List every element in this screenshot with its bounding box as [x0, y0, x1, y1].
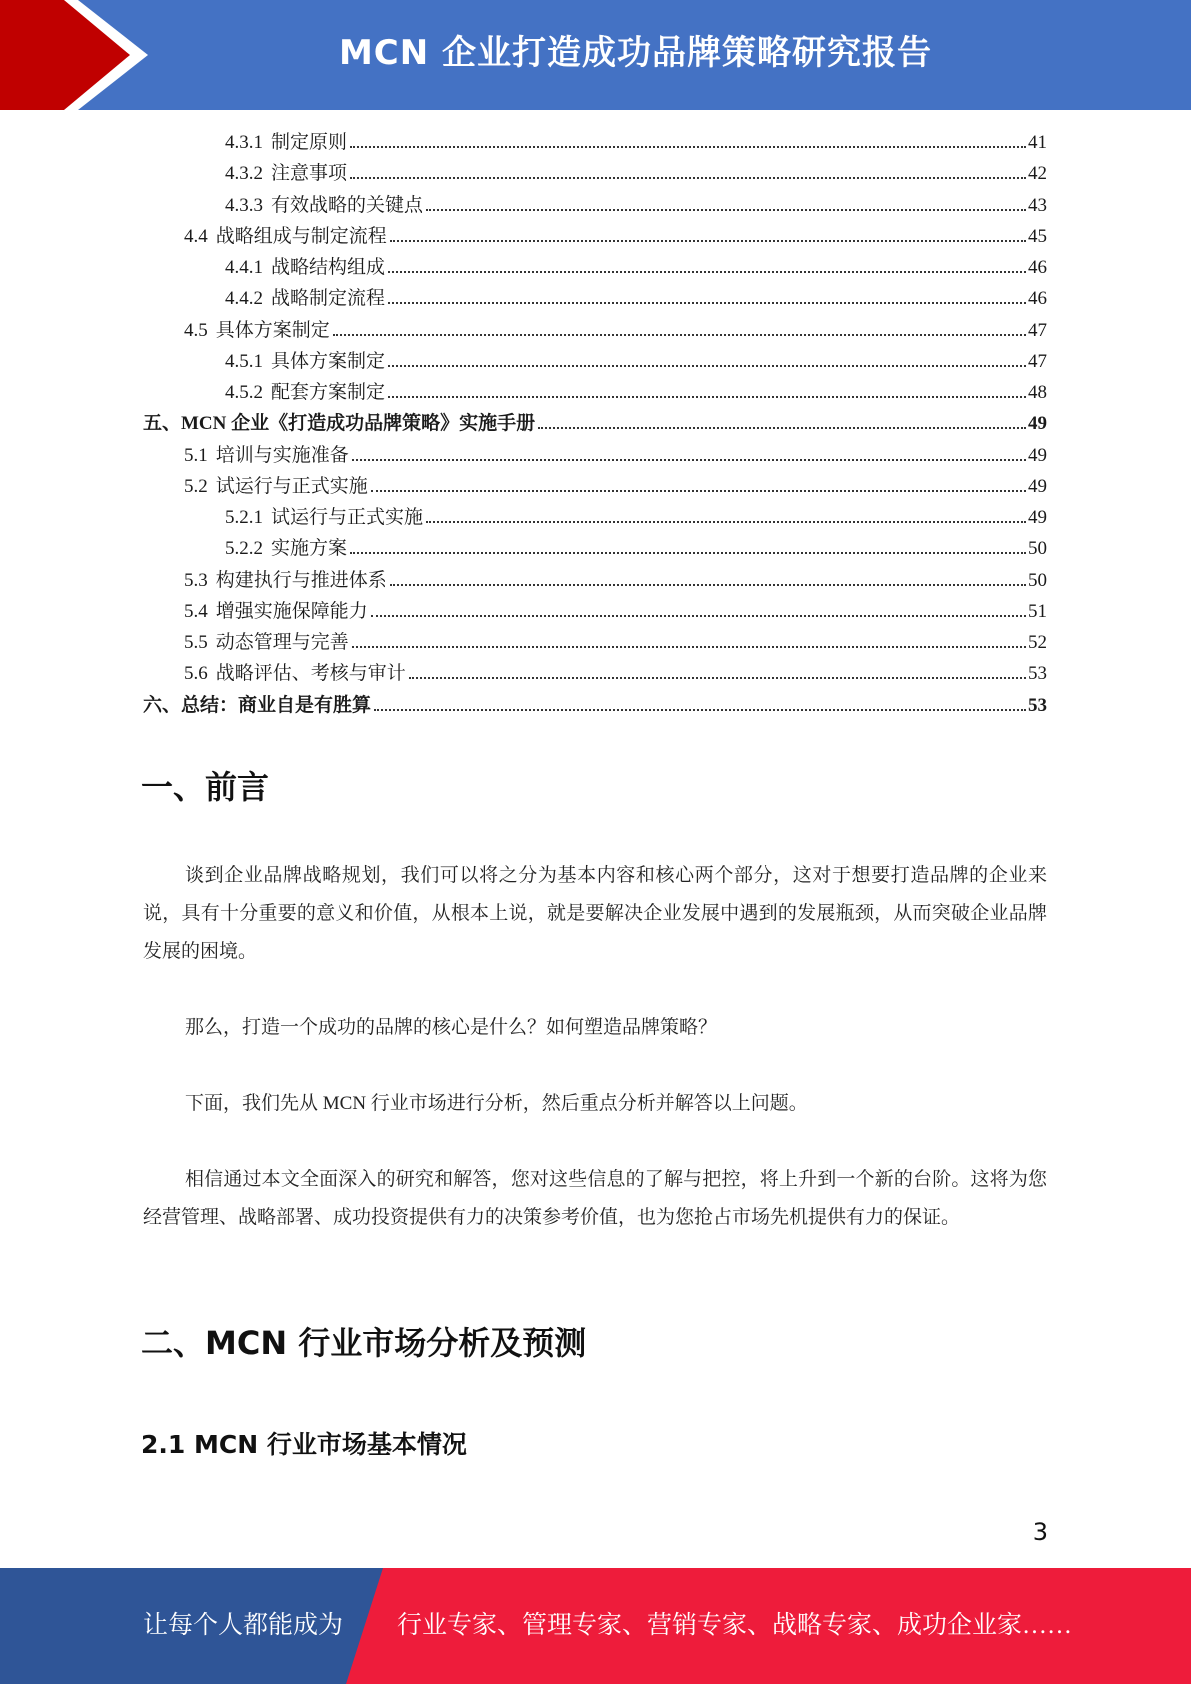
toc-page-number: 42	[1028, 163, 1047, 185]
toc-leader-dots	[350, 552, 1026, 554]
toc-entry-number: 4.4	[184, 225, 208, 247]
toc-page-number: 49	[1028, 475, 1047, 497]
toc-entry[interactable]	[143, 190, 1047, 221]
toc-leader-dots	[388, 271, 1026, 273]
toc-entry-title	[225, 283, 385, 314]
toc-leader-dots	[388, 396, 1026, 398]
toc-entry-title	[184, 221, 387, 252]
toc-leader-dots	[388, 365, 1026, 367]
toc-leader-dots	[538, 427, 1026, 429]
toc-page-number: 50	[1028, 569, 1047, 591]
toc-entry-title	[225, 502, 423, 533]
toc-entry-number: 4.4.1	[225, 257, 263, 278]
toc-entry-title	[184, 565, 387, 596]
toc-entry-title	[184, 471, 368, 502]
toc-entry-label: 战略制定流程	[271, 288, 386, 310]
toc-leader-dots	[352, 646, 1026, 648]
toc-entry[interactable]	[143, 502, 1047, 533]
toc-page-number: 53	[1028, 663, 1047, 685]
toc-entry-label: 增强实施保障能力	[215, 600, 368, 622]
toc-entry-label: 具体方案制定	[271, 350, 386, 372]
toc-entry[interactable]	[143, 596, 1047, 627]
toc-leader-dots	[388, 302, 1026, 304]
subsection-heading: 2.1 MCN 行业市场基本情况	[141, 1430, 467, 1459]
toc-entry[interactable]	[143, 315, 1047, 346]
section-heading-market-analysis: 二、MCN 行业市场分析及预测	[141, 1324, 587, 1362]
toc-entry-number: 4.3.1	[225, 132, 263, 153]
toc-entry[interactable]	[143, 533, 1047, 564]
toc-leader-dots	[371, 490, 1026, 492]
toc-leader-dots	[374, 709, 1026, 711]
toc-page-number: 41	[1028, 132, 1047, 153]
toc-entry-number: 5.2.1	[225, 507, 263, 528]
toc-leader-dots	[350, 146, 1026, 148]
toc-page-number: 49	[1028, 444, 1047, 466]
toc-page-number: 46	[1028, 288, 1047, 310]
toc-leader-dots	[333, 334, 1026, 336]
toc-entry[interactable]	[143, 471, 1047, 502]
toc-entry-label: 有效战略的关键点	[271, 194, 424, 216]
toc-page-number: 47	[1028, 350, 1047, 372]
paragraph: 那么，打造一个成功的品牌的核心是什么？如何塑造品牌策略？	[185, 1017, 718, 1038]
toc-entry[interactable]	[143, 440, 1047, 471]
toc-entry-number: 4.3.2	[225, 163, 263, 185]
toc-leader-dots	[371, 615, 1026, 617]
toc-page-number: 46	[1028, 257, 1047, 278]
toc-entry-label: 构建执行与推进体系	[215, 569, 387, 591]
toc-entry-title	[184, 596, 368, 627]
paragraph: 相信通过本文全面深入的研究和解答，您对这些信息的了解与把控，将上升到一个新的台阶。这将为您经营管理、战略部署、成功投资提供有力的决策参考价值，也为您抢占市场先机提供有力的保证。	[143, 1169, 1047, 1228]
page-footer	[0, 1568, 1191, 1684]
toc-page-number: 43	[1028, 194, 1047, 216]
report-title: MCN 企业打造成功品牌策略研究报告	[338, 33, 933, 73]
toc-entry-number: 4.5.1	[225, 350, 263, 372]
toc-entry-title	[184, 440, 349, 471]
toc-leader-dots	[390, 584, 1026, 586]
toc-entry-title	[225, 346, 385, 377]
toc-entry-title	[225, 190, 423, 221]
toc-entry-label: 战略结构组成	[271, 257, 386, 278]
toc-page-number: 45	[1028, 225, 1047, 247]
toc-entry-number: 5.1	[184, 444, 208, 466]
toc-entry-label: 具体方案制定	[215, 319, 330, 341]
toc-entry[interactable]	[143, 377, 1047, 408]
toc-entry-label: 实施方案	[271, 538, 348, 560]
toc-entry-label: 培训与实施准备	[215, 444, 349, 466]
toc-entry-label: 配套方案制定	[271, 382, 386, 403]
toc-entry-title	[225, 127, 347, 158]
toc-page-number: 53	[1028, 694, 1047, 716]
toc-entry-number: 4.3.3	[225, 194, 263, 216]
toc-entry-label: 动态管理与完善	[215, 632, 349, 653]
toc-page-number: 49	[1028, 413, 1047, 435]
toc-entry-label: 注意事项	[271, 163, 348, 185]
toc-page-number: 49	[1028, 507, 1047, 528]
toc-entry-number: 5.3	[184, 569, 208, 591]
toc-entry[interactable]	[143, 283, 1047, 314]
paragraph: 谈到企业品牌战略规划，我们可以将之分为基本内容和核心两个部分，这对于想要打造品牌的企业来说，具有十分重要的意义和价值，从根本上说，就是要解决企业发展中遇到的发展瓶颈，从而突破企业品牌发展的困境。	[143, 865, 1047, 962]
toc-entry[interactable]	[143, 346, 1047, 377]
toc-entry-number: 5.5	[184, 632, 208, 653]
section-heading-preface: 一、前言	[141, 768, 270, 806]
toc-entry[interactable]	[143, 627, 1047, 658]
toc-leader-dots	[390, 240, 1026, 242]
toc-entry[interactable]	[143, 127, 1047, 158]
toc-entry-title	[225, 158, 347, 189]
page-header	[0, 0, 1191, 110]
toc-entry-number: 5.6	[184, 663, 208, 685]
toc-page-number: 50	[1028, 538, 1047, 560]
toc-page-number: 52	[1028, 632, 1047, 653]
toc-entry-number: 5.4	[184, 600, 208, 622]
toc-entry-label: 战略评估、考核与审计	[215, 663, 406, 685]
toc-entry-label: 试运行与正式实施	[271, 507, 424, 528]
toc-leader-dots	[426, 209, 1026, 211]
toc-entry[interactable]	[143, 408, 1047, 439]
toc-page-number: 51	[1028, 600, 1047, 622]
toc-leader-dots	[409, 677, 1026, 679]
toc-entry[interactable]	[143, 565, 1047, 596]
toc-entry[interactable]	[143, 690, 1047, 721]
toc-entry-title	[225, 252, 385, 283]
footer-slogan-right: 行业专家、管理专家、营销专家、战略专家、成功企业家……	[397, 1612, 1073, 1639]
toc-entry[interactable]	[143, 658, 1047, 689]
table-of-contents	[143, 127, 1047, 721]
toc-entry-label: 六、总结：商业自是有胜算	[143, 694, 372, 716]
toc-entry-number: 4.5	[184, 319, 208, 341]
toc-entry-number: 4.4.2	[225, 288, 263, 310]
footer-slogan-left: 让每个人都能成为	[143, 1612, 344, 1639]
toc-page-number: 47	[1028, 319, 1047, 341]
toc-entry[interactable]	[143, 158, 1047, 189]
toc-entry-title	[225, 377, 385, 408]
toc-entry-title	[225, 533, 347, 564]
toc-entry-title	[143, 408, 535, 439]
toc-entry-number: 4.5.2	[225, 382, 263, 403]
toc-entry-label: 试运行与正式实施	[215, 475, 368, 497]
toc-entry-title	[143, 690, 371, 721]
toc-entry-title	[184, 627, 349, 658]
toc-leader-dots	[350, 177, 1026, 179]
paragraph: 下面，我们先从 MCN 行业市场进行分析，然后重点分析并解答以上问题。	[185, 1093, 808, 1114]
toc-entry-label: 战略组成与制定流程	[215, 225, 387, 247]
toc-entry[interactable]	[143, 252, 1047, 283]
toc-entry-title	[184, 658, 406, 689]
toc-entry-title	[184, 315, 330, 346]
page-number: 3	[1032, 1518, 1048, 1546]
toc-entry-label: 制定原则	[271, 132, 348, 153]
toc-entry-number: 5.2	[184, 475, 208, 497]
toc-page-number: 48	[1028, 382, 1047, 403]
toc-leader-dots	[352, 459, 1026, 461]
toc-entry-number: 5.2.2	[225, 538, 263, 560]
toc-entry[interactable]	[143, 221, 1047, 252]
toc-leader-dots	[426, 521, 1026, 523]
toc-entry-label: 五、MCN 企业《打造成功品牌策略》实施手册	[143, 413, 536, 435]
